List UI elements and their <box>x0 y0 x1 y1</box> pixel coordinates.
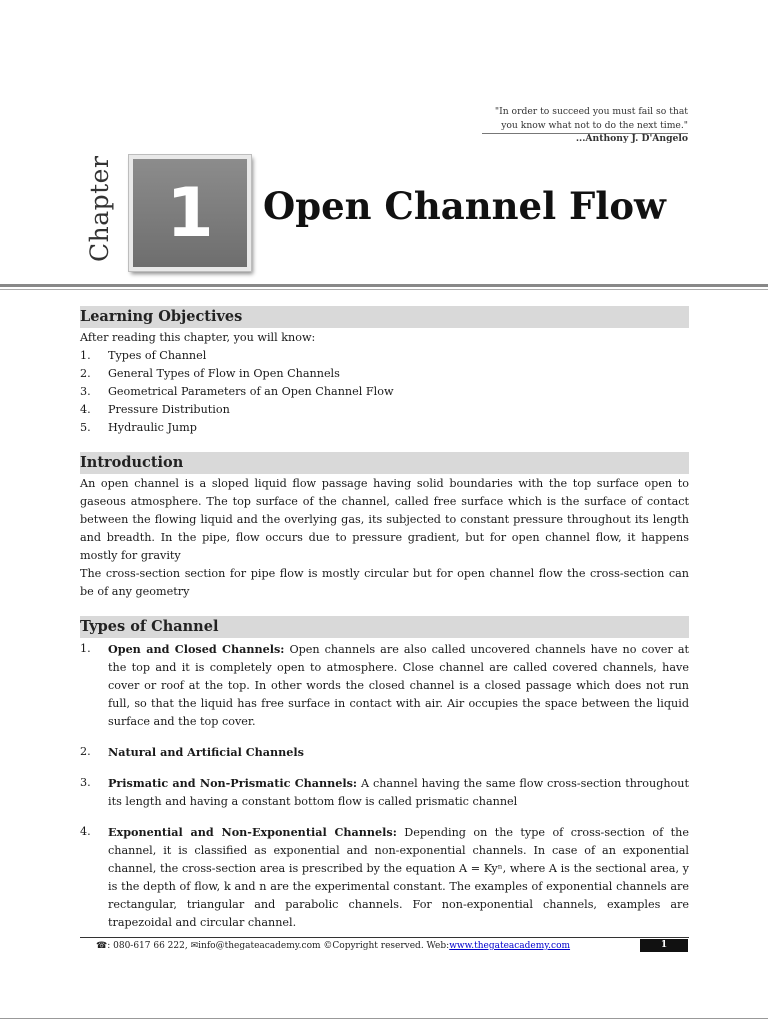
footer-divider <box>80 937 689 938</box>
introduction-section <box>80 452 689 601</box>
chapter-number-box <box>129 155 251 271</box>
chapter-label: Chapter <box>85 155 114 262</box>
list-item: 4. Pressure Distribution <box>80 403 230 416</box>
list-item: 2. Natural and Artificial Channels <box>80 745 304 759</box>
mail-icon: ✉ <box>190 941 199 951</box>
list-item: 3. Prismatic and Non-Prismatic Channels: A channel having the same flow cross-section throughout its length and having a constant bottom flow is called prismatic channel <box>80 776 689 808</box>
introduction-paragraph-1: An open channel is a sloped liquid flow passage having solid boundaries with the top surface open to gaseous atmosphere. The top surface of the channel, called free surface which is the surface of contact between the flowing liquid and the overlying gas, its subjected to constant pressure throughout its length and breadth. In the pipe, flow occurs due to pressure gradient, but for open channel flow, it happens mostly for gravity <box>80 477 689 562</box>
types-of-channel-heading: Types of Channel <box>80 616 689 638</box>
chapter-number: 1 <box>166 173 214 253</box>
list-item: 1. Open and Closed Channels: Open channels are also called uncovered channels have no cover at the top and it is completely open to atmosphere. Close channel are called covered channels, have cover or roof at the top. In other words the closed channel is a closed passage which does not run full, so that the liquid has free surface in contact with air. Air occupies the space between the liquid surface and the top cover. <box>80 642 689 728</box>
header-divider <box>0 284 768 287</box>
types-of-channel-section <box>80 616 689 932</box>
quote-author: ...Anthony J. D'Angelo <box>575 133 688 144</box>
quote-line-2: you know what not to do the next time." <box>501 119 688 131</box>
epigraph <box>495 105 688 146</box>
page-bottom-edge <box>0 1018 768 1019</box>
introduction-heading: Introduction <box>80 452 689 474</box>
list-item: 1. Types of Channel <box>80 349 207 362</box>
page-footer <box>96 940 570 952</box>
footer-copyright: ©Copyright reserved. Web: <box>323 941 450 951</box>
list-item: 4. Exponential and Non-Exponential Channels: Depending on the type of cross-section of the channel, it is classified as exponential and non-exponential channels. In case of an exponential channel, the cross-section area is prescribed by the equation A = Kyⁿ, where A is the sectional area, y is the depth of flow, k and n are the experimental constant. The examples of exponential channels are rectangular, triangular and parabolic channels. For non-exponential channels, examples are trapezoidal and circular channel. <box>80 825 689 929</box>
quote-line-1: "In order to succeed you must fail so that <box>494 106 688 117</box>
list-item: 5. Hydraulic Jump <box>80 421 197 434</box>
chapter-title: Open Channel Flow <box>263 184 666 228</box>
quote-divider <box>482 133 688 134</box>
list-item: 3. Geometrical Parameters of an Open Channel Flow <box>80 385 394 398</box>
page-number: 1 <box>640 939 688 952</box>
footer-email: info@thegateacademy.com <box>198 941 321 951</box>
learning-objectives-intro: After reading this chapter, you will know: <box>80 331 316 344</box>
list-item: 2. General Types of Flow in Open Channels <box>80 367 340 380</box>
footer-phone: : 080-617 66 222, <box>107 941 188 951</box>
learning-objectives-section <box>80 306 689 437</box>
phone-icon: ☎ <box>96 941 108 951</box>
introduction-paragraph-2: The cross-section section for pipe flow is mostly circular but for open channel flow the cross-section can be of any geometry <box>80 567 689 598</box>
learning-objectives-heading: Learning Objectives <box>80 306 689 328</box>
learning-objectives-list <box>80 347 689 437</box>
header-divider-thin <box>0 289 768 290</box>
footer-website-link[interactable]: www.thegateacademy.com <box>449 941 571 951</box>
